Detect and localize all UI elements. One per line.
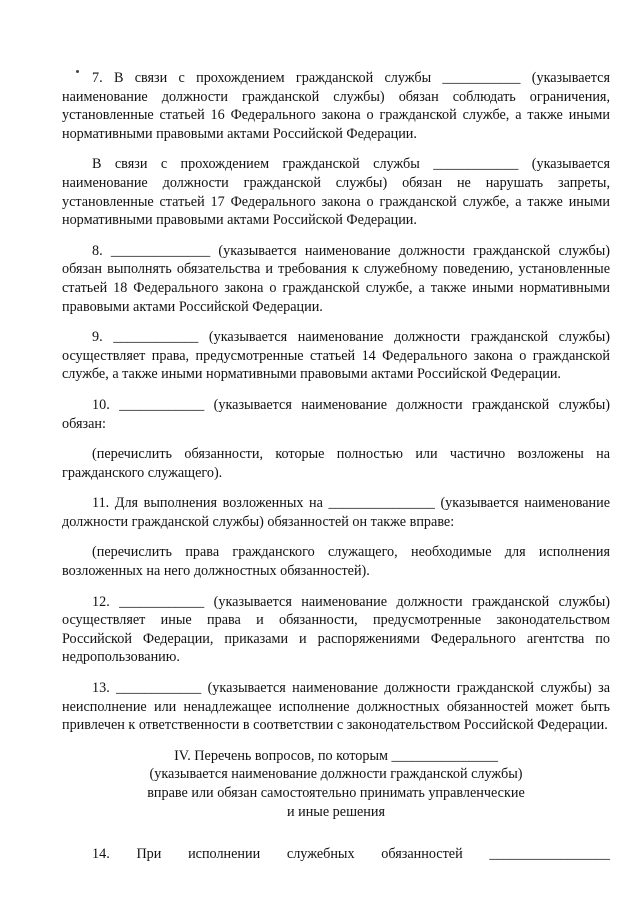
paragraph-11: 11. Для выполнения возложенных на _______________ (указывается наименование должности гражданской службы) обязанностей он также вправе: <box>62 495 610 530</box>
paragraph-11-rights: (перечислить права гражданского служащего, необходимые для исполнения возложенных на него должностных обязанностей). <box>62 544 610 580</box>
paragraph-7-prohibitions: В связи с прохождением гражданской службы ____________ (указывается наименование должности гражданской службы) обязан не нарушать запреты, установленные статьей 17 Федерального закона о гражданской службе, а также иными нормативными правовыми актами Российской Федерации. <box>62 156 610 229</box>
paragraph-14-word: При <box>136 846 162 863</box>
paragraph-8: 8. ______________ (указывается наименование должности гражданской службы) обязан выполнять обязательства и требования к служебному поведению, установленные статьей 18 Федерального закона о гражданской службе, а также иными нормативными правовыми актами Российской Федерации. <box>62 242 610 315</box>
document-page <box>62 69 610 864</box>
paragraph-14 <box>92 845 610 864</box>
section-heading-line-4: и иные решения <box>286 803 386 820</box>
paragraph-14-word: 14. <box>92 846 110 863</box>
paragraph-7: 7. В связи с прохождением гражданской службы ___________ (указывается наименование должности гражданской службы) обязан соблюдать ограничения, установленные статьей 16 Федерального закона о гражданской службе, а также иными нормативными правовыми актами Российской Федерации. <box>62 70 610 142</box>
paragraph-14-word: обязанностей <box>381 846 463 863</box>
paragraph-14-blank: _________________ <box>489 846 610 863</box>
paragraph-13: 13. ____________ (указывается наименование должности гражданской службы) за неисполнение или ненадлежащее исполнение должностных обязанностей может быть привлечен к ответственности в соответствии с законодательством Российской Федерации. <box>62 680 610 734</box>
paragraph-9: 9. ____________ (указывается наименование должности гражданской службы) осуществляет права, предусмотренные статьей 14 Федерального закона о гражданской службе, а также иными нормативными правовыми актами Российской Федерации. <box>62 329 610 383</box>
section-heading-line-3: вправе или обязан самостоятельно принимать управленческие <box>147 785 525 801</box>
paragraph-10-duties: (перечислить обязанности, которые полностью или частично возложены на гражданского служащего). <box>62 446 610 481</box>
section-heading-line-2: (указывается наименование должности гражданской службы) <box>149 766 523 783</box>
paragraph-14-word: служебных <box>286 846 355 863</box>
paragraph-14-word: исполнении <box>188 846 261 863</box>
paragraph-10: 10. ____________ (указывается наименование должности гражданской службы) обязан: <box>62 396 610 432</box>
paragraph-12: 12. ____________ (указывается наименование должности гражданской службы) осуществляет иные права и обязанности, предусмотренные законодательством Российской Федерации, приказами и распоряжениями Федерального агентства по недропользованию. <box>62 593 610 666</box>
section-heading <box>62 747 610 821</box>
section-heading-line-1: IV. Перечень вопросов, по которым _______________ <box>174 747 498 764</box>
